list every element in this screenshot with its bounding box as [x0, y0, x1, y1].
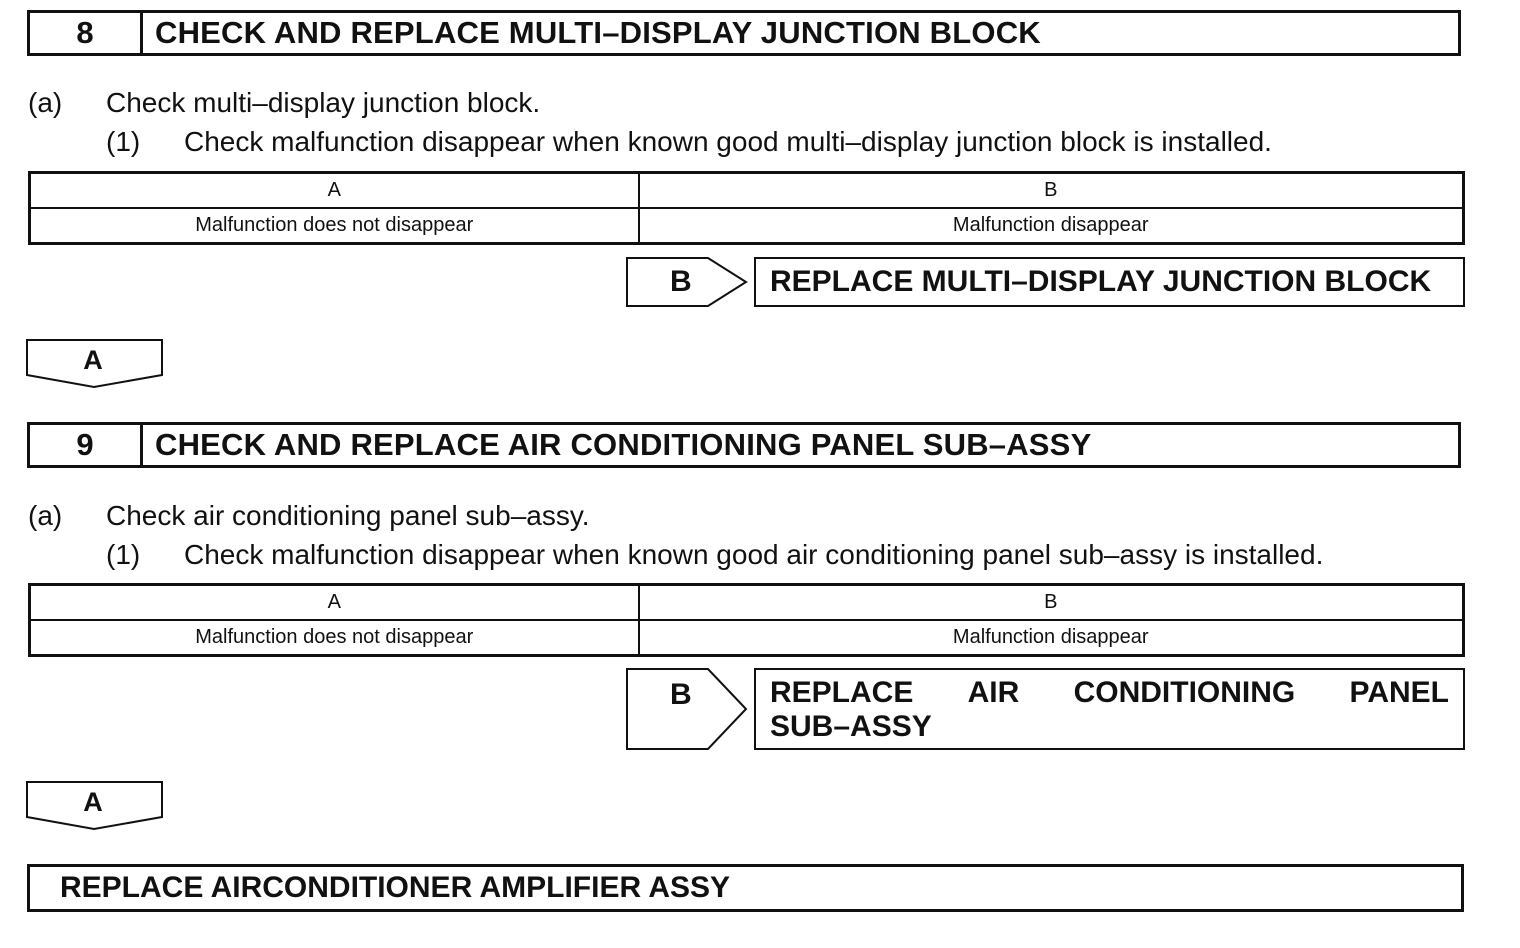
action-line-1 [770, 676, 1449, 710]
step-9-number: 9 [30, 425, 143, 465]
table-cell-a: Malfunction does not disappear [30, 208, 639, 244]
sub-a-text: Check air conditioning panel sub–assy. [106, 500, 590, 531]
table-header-a: A [30, 585, 639, 621]
sub-1-text: Check malfunction disappear when known good air conditioning panel sub–assy is installed. [184, 539, 1324, 570]
table-cell-b: Malfunction disappear [639, 208, 1464, 244]
step-9-header [27, 422, 1461, 468]
step-9-result-table [28, 583, 1465, 657]
table-header-a: A [30, 173, 639, 209]
step-8-branch-b-action: REPLACE MULTI–DISPLAY JUNCTION BLOCK [754, 257, 1465, 307]
sub-1-marker: (1) [106, 539, 141, 570]
step-8-title: CHECK AND REPLACE MULTI–DISPLAY JUNCTION BLOCK [155, 15, 1041, 50]
step-9-title: CHECK AND REPLACE AIR CONDITIONING PANEL SUB–ASSY [155, 427, 1092, 462]
branch-b-label: B [670, 265, 692, 298]
step-9-sub-a [28, 500, 590, 532]
table-header-row [30, 173, 1464, 209]
step-8-sub-a [28, 87, 540, 119]
action-line-2: SUB–ASSY [770, 710, 932, 743]
table-row [30, 208, 1464, 244]
sub-1-text: Check malfunction disappear when known good multi–display junction block is installed. [184, 126, 1272, 157]
table-cell-a: Malfunction does not disappear [30, 620, 639, 656]
table-row [30, 620, 1464, 656]
branch-a-label: A [83, 345, 103, 375]
sub-a-marker: (a) [28, 87, 63, 118]
step-8-branch-b-arrow [626, 257, 748, 307]
step-9-branch-a-arrow [26, 781, 164, 831]
step-9-branch-b-arrow [626, 668, 748, 750]
action-word: PANEL [1349, 676, 1449, 709]
action-word: CONDITIONING [1073, 676, 1296, 709]
step-8-result-table [28, 171, 1465, 245]
branch-b-label: B [670, 678, 692, 711]
step-8-sub-1 [106, 126, 1272, 158]
table-cell-b: Malfunction disappear [639, 620, 1464, 656]
step-9-branch-b-action [754, 668, 1465, 750]
table-header-b: B [639, 173, 1464, 209]
sub-1-marker: (1) [106, 126, 141, 157]
step-8-number: 8 [30, 13, 143, 53]
table-header-row [30, 585, 1464, 621]
sub-a-text: Check multi–display junction block. [106, 87, 541, 118]
action-word: AIR [967, 676, 1020, 709]
table-header-b: B [639, 585, 1464, 621]
action-word: REPLACE [770, 676, 914, 709]
step-8-branch-a-arrow [26, 339, 164, 389]
step-9-sub-1 [106, 539, 1323, 571]
sub-a-marker: (a) [28, 500, 63, 531]
step-8-header [27, 10, 1461, 56]
final-action-box: REPLACE AIRCONDITIONER AMPLIFIER ASSY [27, 864, 1464, 912]
branch-a-label: A [83, 787, 103, 817]
